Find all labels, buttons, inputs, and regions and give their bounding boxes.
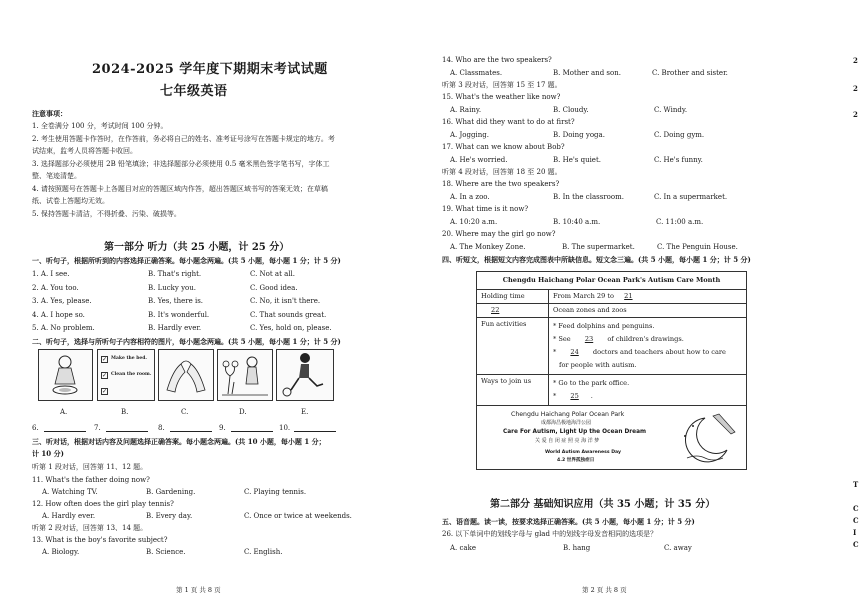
option: 3. A. Yes, please. — [32, 297, 92, 305]
holding-time-cell — [549, 290, 747, 304]
picture-label: B. — [121, 408, 129, 416]
dialogue-intro: 听第 4 段对话，回答第 18 至 20 题。 — [442, 168, 562, 176]
edge-fragment: C — [853, 504, 859, 513]
blank-label: 7. — [94, 424, 101, 432]
poster-line: 4.2 世界孤独症日 — [557, 458, 595, 463]
edge-fragment: 2 — [853, 110, 858, 119]
note-line: 试结束，监考人员将答题卡收回。 — [32, 147, 137, 155]
park-poster — [477, 406, 747, 470]
option: A. cake — [450, 544, 476, 552]
option: 5. A. No problem. — [32, 324, 95, 332]
way-line: * Go to the park office. — [553, 379, 630, 387]
way-pre: * — [553, 392, 557, 400]
blank-label: 9. — [219, 424, 226, 432]
check-icon: ✓ — [102, 388, 108, 395]
option: 4. A. I hope so. — [32, 311, 85, 319]
blank-label: 10. — [279, 424, 291, 432]
picture-label: D. — [239, 408, 247, 416]
edge-fragment: I — [853, 528, 857, 537]
right-page — [432, 0, 861, 608]
blank-24[interactable]: 24 — [570, 348, 579, 356]
row-label-fun-activities: Fun activities — [477, 318, 549, 375]
option: C. Windy. — [654, 106, 688, 114]
page-footer: 第 1 页 共 8 页 — [176, 586, 221, 594]
edge-fragment: 2 — [853, 56, 858, 65]
activity-post: of children's drawings. — [607, 335, 684, 343]
option: C. away — [664, 544, 692, 552]
part1-title: 第一部分 听力（共 25 小题，计 25 分） — [104, 242, 290, 253]
answer-blank-10[interactable] — [294, 431, 336, 432]
note-line: 2. 考生使用答题卡作答时，在作答前，务必将自己的姓名、准考证号涂写在答题卡规定的地方。考 — [32, 135, 335, 143]
question-14: 14. Who are the two speakers? — [442, 56, 552, 64]
activity-post: doctors and teachers about how to care — [592, 348, 726, 356]
option: C. Playing tennis. — [244, 488, 307, 496]
exam-title: 2024-2025 学年度下期期末考试试题 — [92, 62, 328, 77]
row-label-holding-time: Holding time — [477, 290, 549, 304]
autism-care-notice — [476, 271, 747, 470]
question-13: 13. What is the boy's favorite subject? — [32, 536, 168, 544]
holding-time-text: From March 29 to — [553, 292, 615, 300]
note-line: 5. 保持答题卡清洁，不得折叠、污染、破损等。 — [32, 210, 181, 218]
poster-line: World Autism Awareness Day — [545, 450, 622, 455]
section4-title: 四、听短文，根据短文内容完成图表中所缺信息。短文念三遍。(共 5 小题，每小题 1 分；计 5 分) — [442, 255, 751, 264]
activity-line: for people with autism. — [559, 361, 637, 369]
option: B. Gardening. — [146, 488, 196, 496]
label-cell-22 — [477, 304, 549, 318]
check-icon: ✓ — [102, 372, 108, 379]
section3-title-cont: 计 10 分) — [32, 449, 64, 458]
picture-label: A. — [60, 408, 68, 416]
checklist-item: Make the bed. — [111, 356, 147, 361]
dialogue-intro: 听第 3 段对话，回答第 15 至 17 题。 — [442, 81, 562, 89]
section3-title: 三、听对话，根据对话内容及问题选择正确答案。每小题念两遍。(共 10 小题，每小题 1 分； — [32, 437, 326, 446]
picture-a-cooking — [38, 349, 93, 401]
question-26: 26. 以下单词中的划线字母与 glad 中的划线字母发音相同的选项是？ — [442, 530, 658, 538]
check-icon: ✓ — [102, 356, 108, 363]
option: A. He's worried. — [450, 156, 508, 164]
poster-line: 成都海昌极地海洋公园 — [541, 420, 592, 426]
option: B. hang — [563, 544, 591, 552]
row-label-ways-to-join: Ways to join us — [477, 375, 549, 406]
option: B. Every day. — [146, 512, 193, 520]
blank-21[interactable]: 21 — [624, 292, 633, 300]
note-line: 1. 全卷满分 100 分，考试时间 100 分钟。 — [32, 122, 168, 130]
blank-label: 6. — [32, 424, 39, 432]
picture-label: E. — [301, 408, 309, 416]
note-line: 3. 选择题部分必须使用 2B 铅笔填涂；非选择题部分必须使用 0.5 毫米黑色签字笔书写，字体工 — [32, 160, 330, 168]
option: B. Hardly ever. — [148, 324, 202, 332]
activity-line — [553, 333, 742, 346]
activity-line: * Feed dolphins and penguins. — [553, 322, 655, 330]
activities-cell — [549, 318, 747, 375]
answer-blank-8[interactable] — [170, 431, 212, 432]
poster-line: Chengdu Haichang Polar Ocean Park — [511, 411, 625, 418]
question-15: 15. What's the weather like now? — [442, 93, 561, 101]
option: B. It's wonderful. — [148, 311, 210, 319]
question-17: 17. What can we know about Bob? — [442, 143, 565, 151]
blank-22[interactable]: 22 — [491, 306, 500, 314]
option: C. In a supermarket. — [654, 193, 728, 201]
dialogue-intro: 听第 1 段对话，回答第 11、12 题。 — [32, 463, 148, 471]
note-line: 4. 请按照题号在答题卡上各题目对应的答题区域内作答，超出答题区域书写的答案无效；在草稿 — [32, 185, 328, 193]
option: A. Watching TV. — [42, 488, 98, 496]
poster-line: Care For Autism, Light Up the Ocean Dream — [503, 429, 647, 435]
option: A. Jogging. — [450, 131, 489, 139]
option: B. The supermarket. — [562, 243, 635, 251]
option: A. Rainy. — [450, 106, 482, 114]
place-value: Ocean zones and zoos — [549, 304, 747, 318]
question-12: 12. How often does the girl play tennis? — [32, 500, 174, 508]
option: C. Brother and sister. — [652, 69, 728, 77]
edge-fragment: C — [853, 516, 859, 525]
section5-title: 五、语音题。读一读，按要求选择正确答案。(共 5 小题，每小题 1 分；计 5 分) — [442, 517, 695, 526]
question-11: 11. What's the father doing now? — [32, 476, 150, 484]
option: B. Cloudy. — [553, 106, 589, 114]
option: B. Yes, there is. — [148, 297, 204, 305]
option: B. Science. — [146, 548, 186, 556]
answer-blank-6[interactable] — [44, 431, 86, 432]
option: A. The Monkey Zone. — [450, 243, 526, 251]
option: C. English. — [244, 548, 283, 556]
option: B. That's right. — [148, 270, 202, 278]
option: B. Lucky you. — [148, 284, 196, 292]
blank-23[interactable]: 23 — [584, 335, 594, 343]
edge-fragment: T — [853, 480, 859, 489]
edge-fragment: 2 — [853, 84, 858, 93]
ways-cell — [549, 375, 747, 406]
activity-pre: * See — [553, 335, 571, 343]
moon-hand-icon — [673, 410, 743, 466]
option: B. Doing yoga. — [553, 131, 605, 139]
option: C. Not at all. — [250, 270, 296, 278]
question-16: 16. What did they want to do at first? — [442, 118, 575, 126]
option: C. That sounds great. — [250, 311, 327, 319]
picture-e-football — [276, 349, 334, 401]
part2-title: 第二部分 基础知识应用（共 35 小题；计 35 分） — [490, 499, 716, 510]
edge-fragment: C — [853, 540, 859, 549]
option: B. In the classroom. — [553, 193, 624, 201]
option: C. Yes, hold on, please. — [250, 324, 332, 332]
option: C. Once or twice at weekends. — [244, 512, 352, 520]
picture-d-gardening — [217, 349, 273, 401]
picture-b-checklist — [97, 349, 155, 401]
option: B. 10:40 a.m. — [553, 218, 601, 226]
section2-title: 二、听句子，选择与所听句子内容相符的图片，每小题念两遍。(共 5 小题，每小题 1 分；计 5 分) — [32, 337, 341, 346]
option: B. He's quiet. — [553, 156, 601, 164]
option: B. Mother and son. — [553, 69, 621, 77]
blank-label: 8. — [158, 424, 165, 432]
question-19: 19. What time is it now? — [442, 205, 529, 213]
notice-heading: Chengdu Haichang Polar Ocean Park's Autism Care Month — [477, 272, 747, 290]
option: C. 11:00 a.m. — [656, 218, 704, 226]
activity-line — [553, 346, 742, 359]
blank-25[interactable]: 25 — [570, 392, 579, 400]
option: 1. A. I see. — [32, 270, 70, 278]
option: A. Classmates. — [450, 69, 503, 77]
answer-blank-7[interactable] — [106, 431, 148, 432]
exam-subtitle: 七年级英语 — [160, 84, 228, 99]
option: C. No, it isn't there. — [250, 297, 321, 305]
notes-heading: 注意事项： — [32, 109, 67, 118]
option: C. The Penguin House. — [657, 243, 738, 251]
question-18: 18. Where are the two speakers? — [442, 180, 560, 188]
picture-label: C. — [181, 408, 189, 416]
option: C. He's funny. — [654, 156, 703, 164]
option: A. Biology. — [42, 548, 80, 556]
note-line: 整、笔迹清楚。 — [32, 172, 81, 180]
dialogue-intro: 听第 2 段对话，回答第 13、14 题。 — [32, 524, 148, 532]
picture-c-hands — [158, 349, 214, 401]
option: A. In a zoo. — [450, 193, 490, 201]
option: A. Hardly ever. — [42, 512, 96, 520]
page-footer: 第 2 页 共 8 页 — [582, 586, 627, 594]
question-20: 20. Where may the girl go now? — [442, 230, 556, 238]
checklist-item: Clean the room. — [111, 372, 152, 377]
option: 2. A. You too. — [32, 284, 79, 292]
note-line: 纸、试卷上答题均无效。 — [32, 197, 109, 205]
option: C. Doing gym. — [654, 131, 705, 139]
option: A. 10:20 a.m. — [450, 218, 498, 226]
answer-blank-9[interactable] — [231, 431, 273, 432]
option: C. Good idea. — [250, 284, 298, 292]
way-line: * 25 . — [553, 392, 593, 400]
activity-pre: * — [553, 348, 557, 356]
section1-title: 一、听句子，根据所听到的内容选择正确答案。每小题念两遍。(共 5 小题，每小题 1 分；计 5 分) — [32, 256, 341, 265]
poster-line: 关 爱 自 闭 症 照 亮 海 洋 梦 — [535, 438, 600, 444]
